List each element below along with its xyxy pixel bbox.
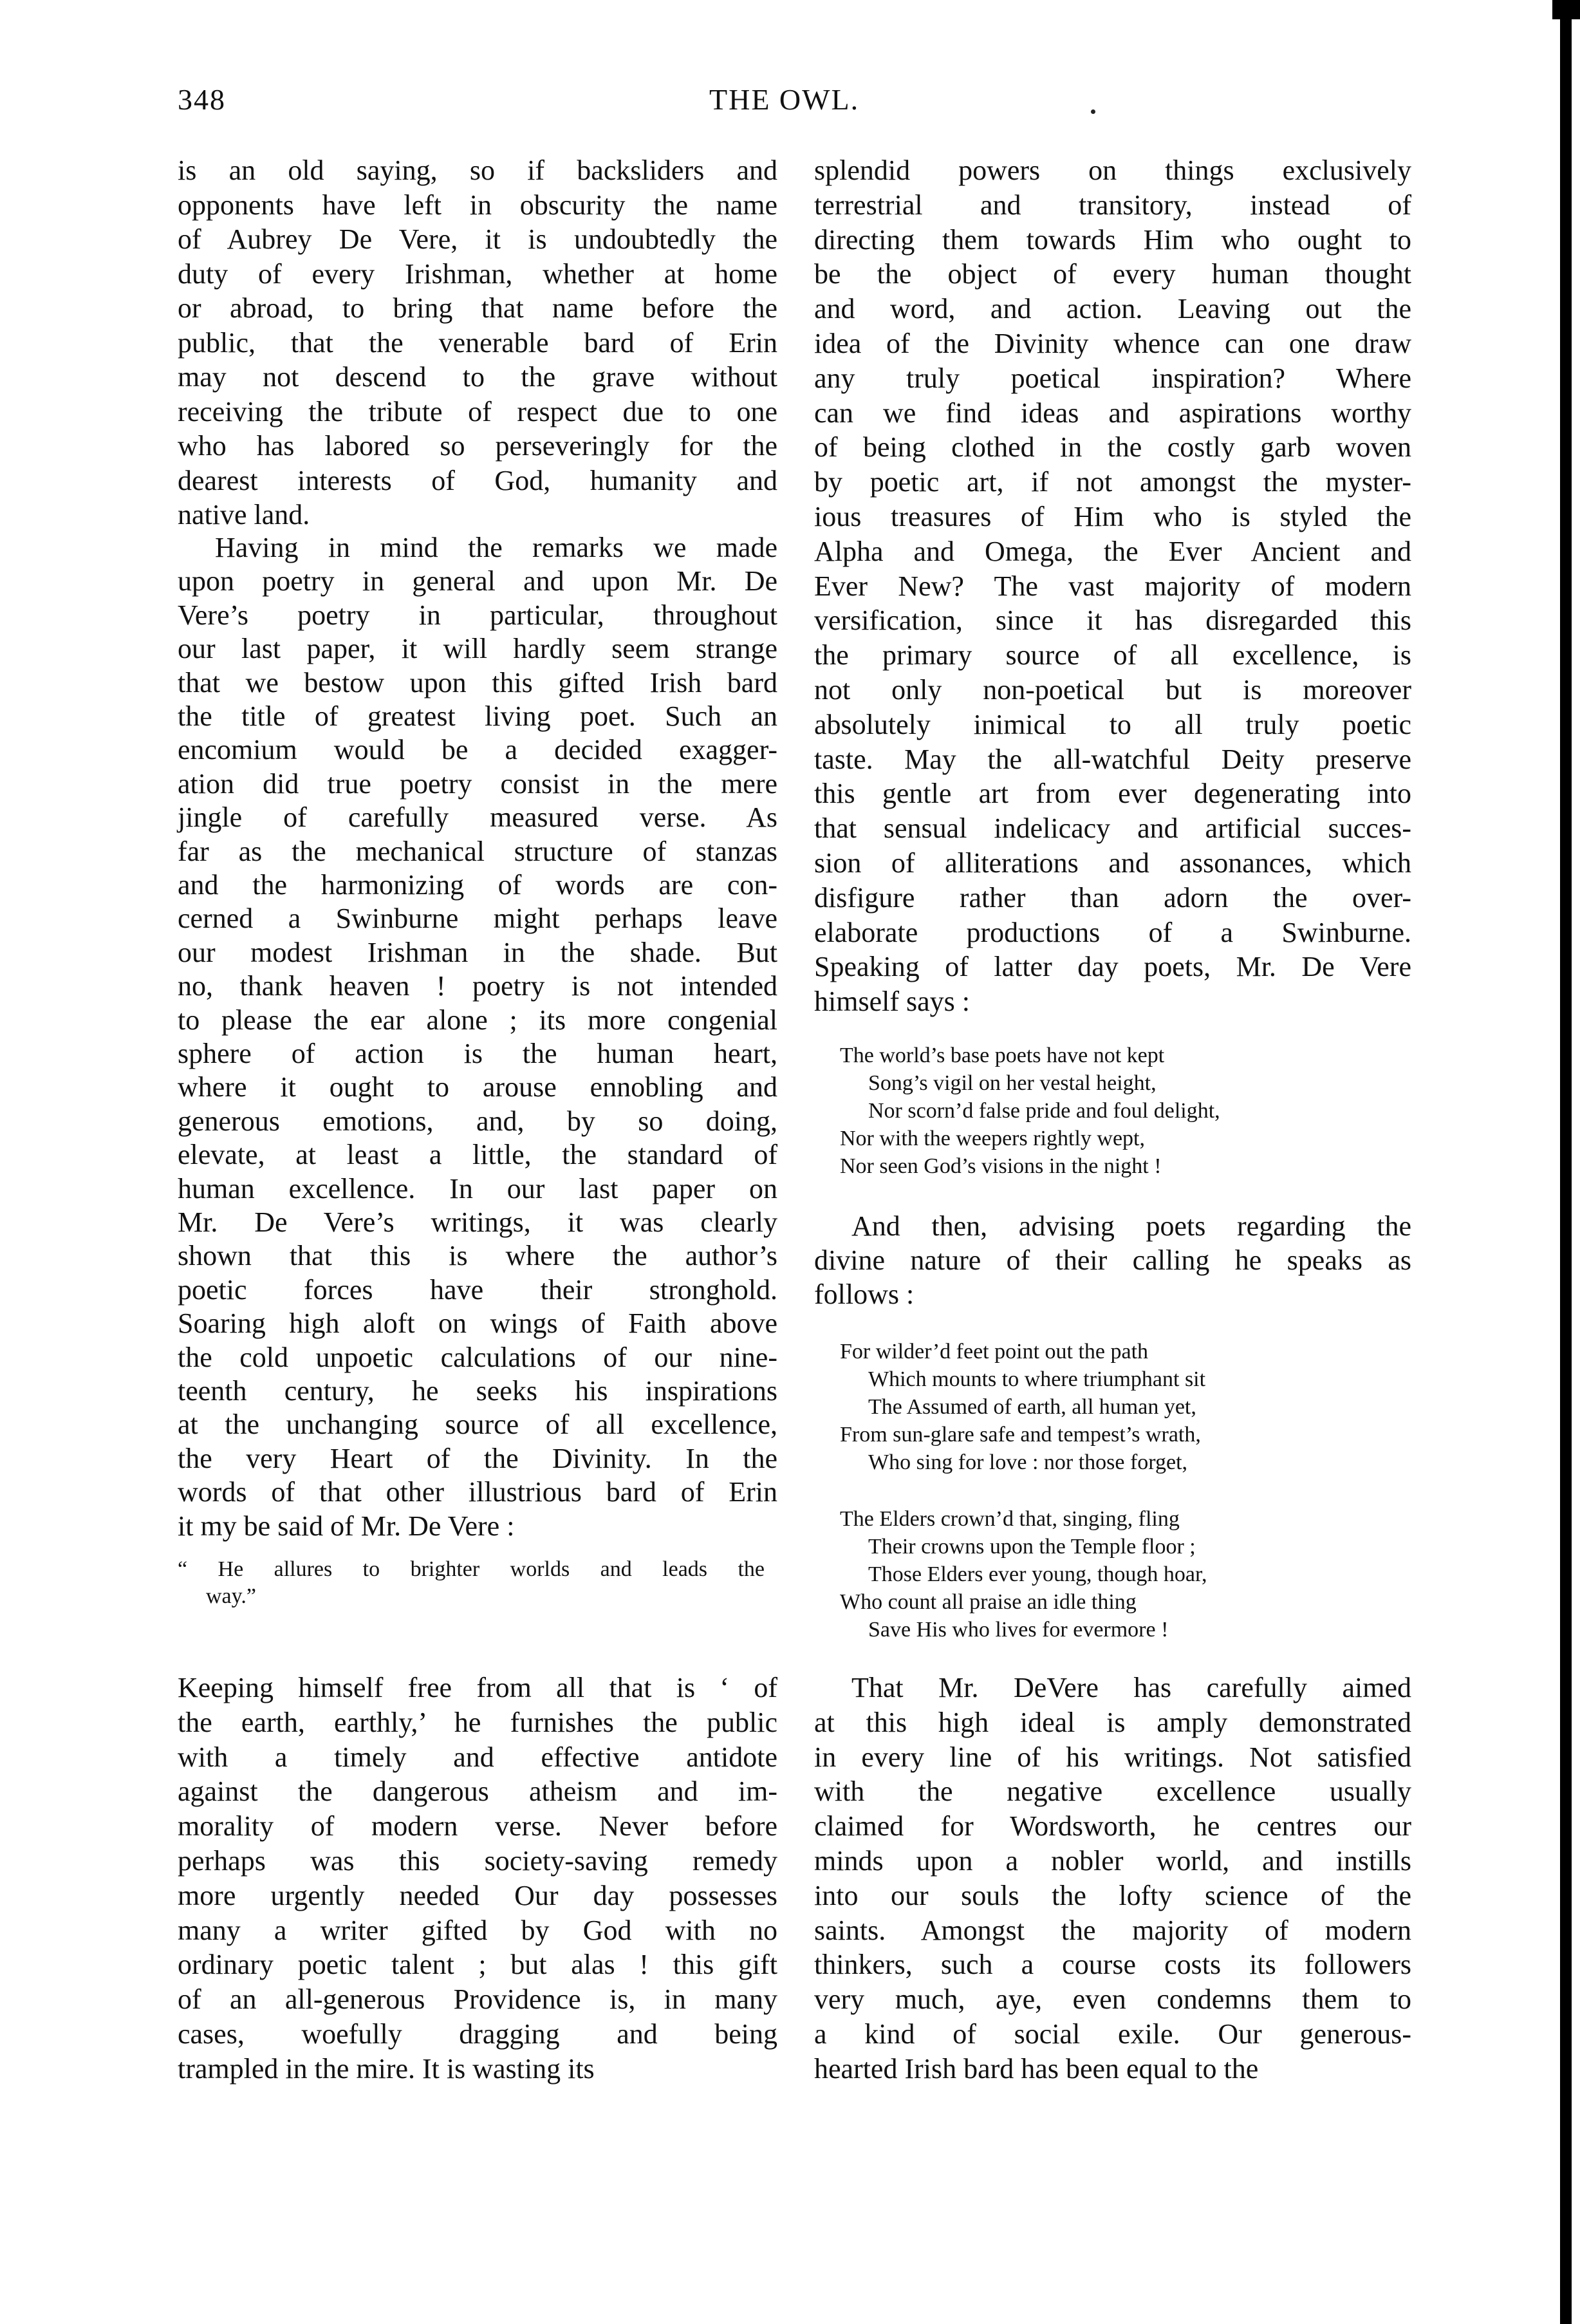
paragraph-line: of an all-generous Providence is, in many	[178, 1983, 777, 2016]
paragraph-line: Speaking of latter day poets, Mr. De Vere	[814, 951, 1411, 983]
paragraph-line: of being clothed in the costly garb woven	[814, 431, 1411, 464]
right-column	[814, 0, 1411, 2324]
running-title: THE OWL.	[709, 83, 860, 116]
paragraph-line: Alpha and Omega, the Ever Ancient and	[814, 535, 1411, 567]
paragraph-line: be the object of every human thought	[814, 258, 1411, 290]
paragraph-line: receiving the tribute of respect due to one	[178, 395, 777, 427]
paragraph-line: And then, advising poets regarding the	[851, 1210, 1411, 1242]
paragraph-line: or abroad, to bring that name before the	[178, 292, 777, 324]
paragraph-line: may not descend to the grave without	[178, 361, 777, 393]
paragraph-line: splendid powers on things exclusively	[814, 155, 1411, 186]
paragraph-line: Mr. De Vere’s writings, it was clearly	[178, 1206, 777, 1238]
paragraph-line: opponents have left in obscurity the name	[178, 189, 777, 221]
block-quote-line: way.”	[206, 1584, 257, 1608]
poem-verse-line: Save His who lives for evermore !	[868, 1618, 1169, 1642]
paragraph-line: human excellence. In our last paper on	[178, 1172, 777, 1204]
paragraph-line: Having in mind the remarks we made	[215, 532, 777, 563]
paragraph-line: versification, since it has disregarded this	[814, 604, 1411, 637]
paragraph-line: many a writer gifted by God with no	[178, 1914, 777, 1946]
paragraph-line: duty of every Irishman, whether at home	[178, 258, 777, 290]
paragraph-line: upon poetry in general and upon Mr. De	[178, 565, 777, 597]
paragraph-line: Keeping himself free from all that is ‘ of	[178, 1672, 777, 1703]
paragraph-line: no, thank heaven ! poetry is not intended	[178, 970, 777, 1002]
paragraph-line: that we bestow upon this gifted Irish bard	[178, 666, 777, 698]
paragraph-line: dearest interests of God, humanity and	[178, 464, 777, 496]
poem-verse-line: Those Elders ever young, though hoar,	[868, 1562, 1207, 1586]
paragraph-line: divine nature of their calling he speaks as	[814, 1244, 1411, 1276]
paragraph-line: terrestrial and transitory, instead of	[814, 189, 1411, 221]
paragraph-line: a kind of social exile. Our generous-	[814, 2018, 1411, 2050]
paragraph-line: Soaring high aloft on wings of Faith above	[178, 1307, 777, 1340]
paragraph-line: by poetic art, if not amongst the myster-	[814, 466, 1411, 498]
paragraph-line: elaborate productions of a Swinburne.	[814, 916, 1411, 948]
paragraph-line: jingle of carefully measured verse. As	[178, 801, 777, 834]
paragraph-line: generous emotions, and, by so doing,	[178, 1105, 777, 1137]
page-edge-shadow	[1560, 0, 1572, 2324]
paragraph-line: thinkers, such a course costs its followers	[814, 1949, 1411, 1981]
paragraph-line: cases, woefully dragging and being	[178, 2018, 777, 2050]
paragraph-line: absolutely inimical to all truly poetic	[814, 708, 1411, 740]
paragraph-line: the title of greatest living poet. Such an	[178, 700, 777, 732]
paragraph-line: with the negative excellence usually	[814, 1776, 1411, 1808]
poem-verse-line: For wilder’d feet point out the path	[840, 1340, 1149, 1363]
paragraph-line: the cold unpoetic calculations of our nine-	[178, 1341, 777, 1373]
paragraph-line: not only non-poetical but is moreover	[814, 674, 1411, 706]
paragraph-line: far as the mechanical structure of stanzas	[178, 835, 777, 867]
paragraph-line: taste. May the all-watchful Deity preserve	[814, 743, 1411, 775]
paragraph-line: idea of the Divinity whence can one draw	[814, 328, 1411, 359]
poem-verse-line: The world’s base poets have not kept	[840, 1044, 1165, 1067]
paragraph-line: our modest Irishman in the shade. But	[178, 936, 777, 968]
paragraph-line: follows :	[814, 1279, 915, 1310]
poem-verse-line: Who sing for love : nor those forget,	[868, 1450, 1188, 1474]
paragraph-line: can we find ideas and aspirations worthy	[814, 397, 1411, 429]
paragraph-line: is an old saying, so if backsliders and	[178, 155, 777, 186]
poem-verse-line: Song’s vigil on her vestal height,	[868, 1071, 1157, 1095]
paragraph-line: elevate, at least a little, the standard of	[178, 1139, 777, 1171]
paragraph-line: minds upon a nobler world, and instills	[814, 1845, 1411, 1877]
paragraph-line: with a timely and effective antidote	[178, 1741, 777, 1773]
paragraph-line: disfigure rather than adorn the over-	[814, 881, 1411, 914]
paragraph-line: perhaps was this society-saving remedy	[178, 1845, 777, 1877]
paragraph-line: claimed for Wordsworth, he centres our	[814, 1810, 1411, 1842]
paragraph-line: and the harmonizing of words are con-	[178, 869, 777, 901]
paragraph-line: Ever New? The vast majority of modern	[814, 570, 1411, 602]
paragraph-line: into our souls the lofty science of the	[814, 1879, 1411, 1911]
paragraph-line: this gentle art from ever degenerating into	[814, 778, 1411, 810]
paragraph-line: that sensual indelicacy and artificial succes-	[814, 812, 1411, 845]
poem-verse-line: The Elders crown’d that, singing, fling	[840, 1507, 1180, 1531]
paragraph-line: sphere of action is the human heart,	[178, 1038, 777, 1069]
paragraph-line: ation did true poetry consist in the mere	[178, 767, 777, 800]
paragraph-line: encomium would be a decided exagger-	[178, 734, 777, 766]
paragraph-line: our last paper, it will hardly seem strange	[178, 633, 777, 665]
paragraph-line: and word, and action. Leaving out the	[814, 293, 1411, 325]
paragraph-line: poetic forces have their stronghold.	[178, 1273, 777, 1306]
paragraph-line: native land.	[178, 499, 310, 530]
poem-verse-line: Nor scorn’d false pride and foul delight,	[868, 1099, 1220, 1123]
paragraph-line: saints. Amongst the majority of modern	[814, 1914, 1411, 1946]
paragraph-line: at this high ideal is amply demonstrated	[814, 1706, 1411, 1738]
paragraph-line: teenth century, he seeks his inspirations	[178, 1375, 777, 1407]
paragraph-line: in every line of his writings. Not satisfied	[814, 1741, 1411, 1773]
paragraph-line: trampled in the mire. It is wasting its	[178, 2052, 595, 2085]
poem-verse-line: Who count all praise an idle thing	[840, 1590, 1137, 1614]
paragraph-line: where it ought to arouse ennobling and	[178, 1071, 777, 1103]
block-quote-line: “ He allures to brighter worlds and leads the	[178, 1557, 765, 1581]
paragraph-line: ious treasures of Him who is styled the	[814, 501, 1411, 532]
poem-verse-line: Nor seen God’s visions in the night !	[840, 1154, 1162, 1178]
paragraph-line: any truly poetical inspiration? Where	[814, 362, 1411, 394]
paragraph-line: ordinary poetic talent ; but alas ! this gift	[178, 1949, 777, 1981]
paragraph-line: public, that the venerable bard of Erin	[178, 326, 777, 359]
page-edge-corner	[1552, 0, 1580, 19]
paragraph-line: the earth, earthly,’ he furnishes the public	[178, 1706, 777, 1738]
paragraph-line: sion of alliterations and assonances, which	[814, 847, 1411, 879]
left-column	[178, 0, 777, 2324]
poem-verse-line: From sun-glare safe and tempest’s wrath,	[840, 1423, 1201, 1447]
paragraph-line: directing them towards Him who ought to	[814, 223, 1411, 256]
paragraph-line: against the dangerous atheism and im-	[178, 1776, 777, 1808]
paragraph-line: who has labored so perseveringly for the	[178, 430, 777, 462]
poem-verse-line: Nor with the weepers rightly wept,	[840, 1127, 1145, 1150]
poem-verse-line: Their crowns upon the Temple floor ;	[868, 1535, 1196, 1559]
poem-verse-line: Which mounts to where triumphant sit	[868, 1367, 1206, 1391]
paragraph-line: very much, aye, even condemns them to	[814, 1983, 1411, 2016]
poem-verse-line: The Assumed of earth, all human yet,	[868, 1395, 1196, 1419]
paragraph-line: That Mr. DeVere has carefully aimed	[851, 1672, 1411, 1703]
paragraph-line: the very Heart of the Divinity. In the	[178, 1442, 777, 1474]
paragraph-line: of Aubrey De Vere, it is undoubtedly the	[178, 223, 777, 255]
paragraph-line: at the unchanging source of all excellence,	[178, 1409, 777, 1441]
paragraph-line: the primary source of all excellence, is	[814, 639, 1411, 671]
paragraph-line: it my be said of Mr. De Vere :	[178, 1510, 515, 1542]
paragraph-line: shown that this is where the author’s	[178, 1240, 777, 1272]
paragraph-line: Vere’s poetry in particular, throughout	[178, 599, 777, 631]
paragraph-line: hearted Irish bard has been equal to the	[814, 2052, 1259, 2085]
paragraph-line: morality of modern verse. Never before	[178, 1810, 777, 1842]
page-number: 348	[178, 83, 226, 116]
paragraph-line: to please the ear alone ; its more congenial	[178, 1004, 777, 1036]
paragraph-line: more urgently needed Our day possesses	[178, 1879, 777, 1911]
paragraph-line: cerned a Swinburne might perhaps leave	[178, 903, 777, 935]
paragraph-line: words of that other illustrious bard of Erin	[178, 1476, 777, 1508]
paragraph-line: himself says :	[814, 986, 970, 1018]
